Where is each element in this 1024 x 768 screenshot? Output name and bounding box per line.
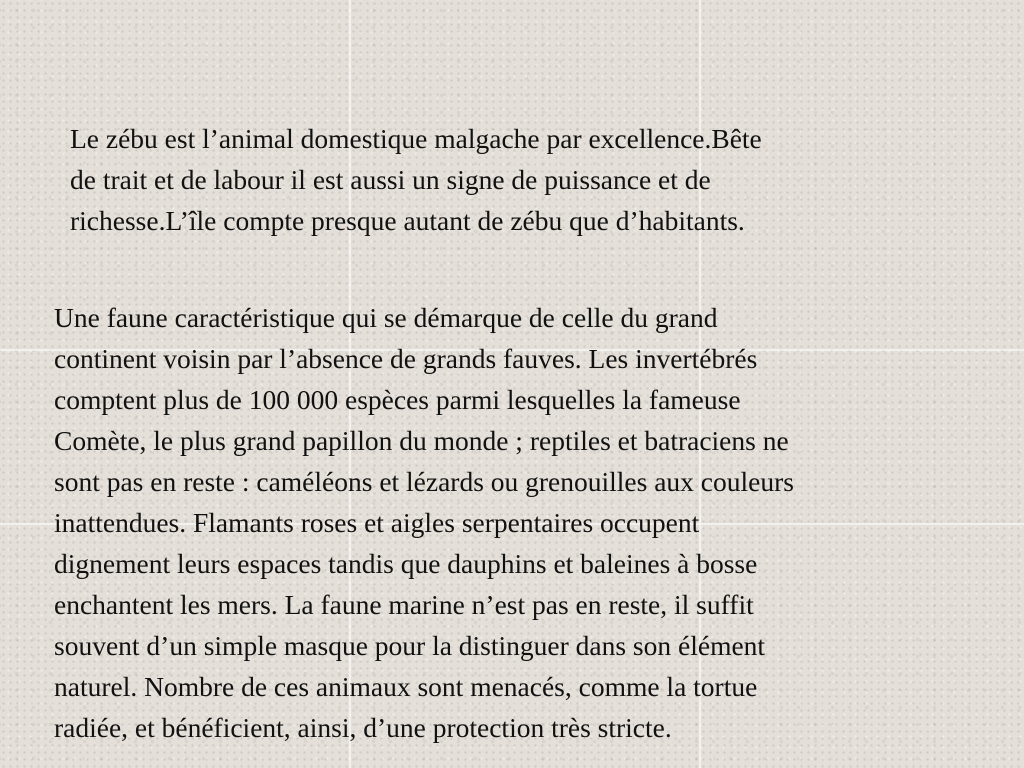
text-line: souvent d’un simple masque pour la distinguer dans son élément bbox=[54, 630, 766, 661]
paragraph-zebu bbox=[70, 118, 970, 241]
text-line: enchantent les mers. La faune marine n’est pas en reste, il suffit bbox=[54, 589, 754, 620]
text-line: Comète, le plus grand papillon du monde ; reptiles et batraciens ne bbox=[54, 425, 789, 456]
text-line: Le zébu est l’animal domestique malgache par excellence.Bête bbox=[70, 123, 762, 154]
text-line: naturel. Nombre de ces animaux sont menacés, comme la tortue bbox=[54, 671, 758, 702]
text-line: dignement leurs espaces tandis que dauphins et baleines à bosse bbox=[54, 548, 758, 579]
text-line: comptent plus de 100 000 espèces parmi lesquelles la fameuse bbox=[54, 384, 741, 415]
text-line: sont pas en reste : caméléons et lézards ou grenouilles aux couleurs bbox=[54, 466, 794, 497]
text-line: radiée, et bénéficient, ainsi, d’une protection très stricte. bbox=[54, 712, 672, 743]
text-line: Une faune caractéristique qui se démarque de celle du grand bbox=[54, 302, 718, 333]
paragraph-fauna bbox=[54, 297, 984, 748]
text-line: de trait et de labour il est aussi un signe de puissance et de bbox=[70, 164, 711, 195]
text-line: richesse.L’île compte presque autant de zébu que d’habitants. bbox=[70, 205, 745, 236]
text-line: inattendues. Flamants roses et aigles serpentaires occupent bbox=[54, 507, 700, 538]
text-line: continent voisin par l’absence de grands fauves. Les invertébrés bbox=[54, 343, 758, 374]
